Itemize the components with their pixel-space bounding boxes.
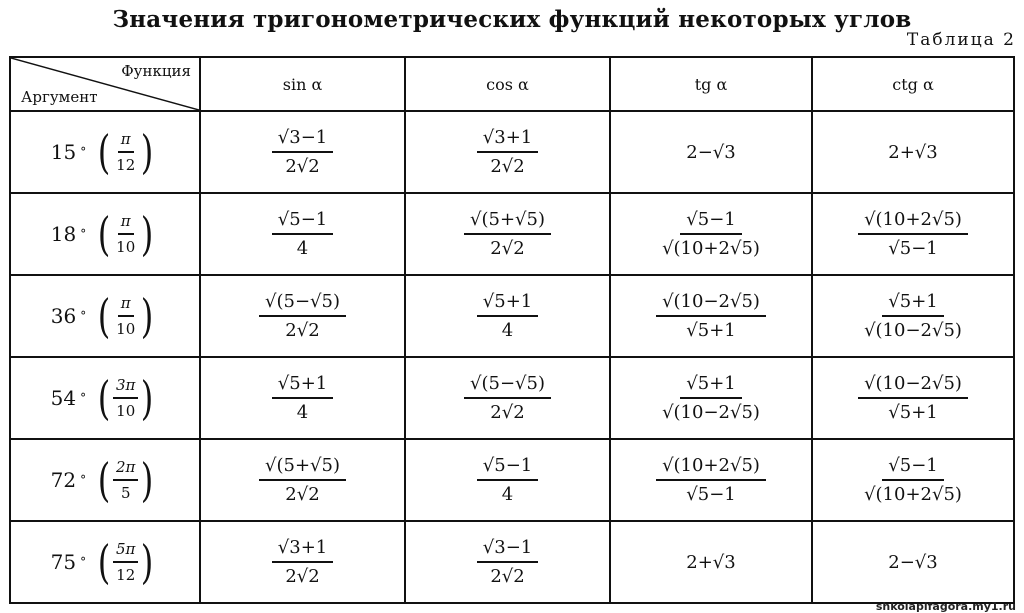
value-expression: 2−√3 (888, 551, 938, 573)
angle-radians: $\frac{\pi}{12}$ (116, 130, 136, 174)
value-fraction: $\frac{√5+1}{4}$ (477, 291, 538, 341)
argument-cell: 75 ° ( $\frac{5\pi}{12}$ ) (10, 521, 200, 603)
value-fraction: $\frac{√3+1}{2√2}$ (477, 127, 538, 177)
col-head-tg: tg α (610, 57, 812, 111)
value-fraction: $\frac{√(10+2√5)}{√5-1}$ (656, 455, 766, 505)
value-fraction: $\frac{√(5+√5)}{2√2}$ (464, 209, 551, 259)
cos-value (405, 439, 610, 521)
cos-value (405, 111, 610, 193)
ctg-value (812, 275, 1014, 357)
tg-value (610, 357, 812, 439)
value-fraction: $\frac{√3-1}{2√2}$ (272, 127, 333, 177)
corner-cell (10, 57, 200, 111)
col-head-cos: cos α (405, 57, 610, 111)
value-fraction: $\frac{√5-1}{√(10+2√5)}$ (864, 455, 962, 505)
value-fraction: $\frac{√5+1}{√(10-2√5)}$ (864, 291, 962, 341)
argument-cell: 54 ° ( $\frac{3\pi}{10}$ ) (10, 357, 200, 439)
value-fraction: $\frac{√(5+√5)}{2√2}$ (259, 455, 346, 505)
value-fraction: $\frac{√(10-2√5)}{√5+1}$ (656, 291, 766, 341)
table-row (10, 357, 1014, 439)
degree-symbol: ° (80, 309, 87, 323)
value-fraction: $\frac{√5-1}{√(10+2√5)}$ (662, 209, 760, 259)
col-head-ctg: ctg α (812, 57, 1014, 111)
value-expression: 2+√3 (686, 551, 736, 573)
angle-radians: $\frac{2\pi}{5}$ (113, 458, 138, 502)
ctg-value (812, 111, 1014, 193)
watermark: shkolapifagora.my1.ru (875, 600, 1016, 613)
angle-degrees: 75 (50, 550, 77, 574)
tg-value (610, 193, 812, 275)
value-fraction: $\frac{√(5-√5)}{2√2}$ (464, 373, 551, 423)
sin-value (200, 111, 405, 193)
table-row (10, 439, 1014, 521)
table-row (10, 193, 1014, 275)
value-fraction: $\frac{√5-1}{4}$ (477, 455, 538, 505)
table-label: Таблица 2 (906, 30, 1016, 50)
angle-degrees: 72 (50, 468, 77, 492)
page-title: Значения тригонометрических функций некоторых углов (112, 6, 912, 33)
tg-value (610, 111, 812, 193)
table-row (10, 275, 1014, 357)
argument-cell: 18 ° ( $\frac{\pi}{10}$ ) (10, 193, 200, 275)
argument-label: Аргумент (21, 88, 98, 106)
sin-value (200, 275, 405, 357)
value-fraction: $\frac{√3-1}{2√2}$ (477, 537, 538, 587)
table-row (10, 521, 1014, 603)
angle-degrees: 15 (50, 140, 77, 164)
degree-symbol: ° (80, 555, 87, 569)
sin-value (200, 357, 405, 439)
ctg-value (812, 193, 1014, 275)
value-fraction: $\frac{√(10+2√5)}{√5-1}$ (858, 209, 968, 259)
header-row (10, 57, 1014, 111)
value-expression: 2−√3 (686, 141, 736, 163)
function-label: Функция (121, 62, 191, 80)
tg-value (610, 275, 812, 357)
sin-value (200, 193, 405, 275)
degree-symbol: ° (80, 145, 87, 159)
tg-value (610, 439, 812, 521)
ctg-value (812, 439, 1014, 521)
sin-value (200, 521, 405, 603)
ctg-value (812, 521, 1014, 603)
value-expression: 2+√3 (888, 141, 938, 163)
angle-degrees: 18 (50, 222, 77, 246)
value-fraction: $\frac{√5+1}{√(10-2√5)}$ (662, 373, 760, 423)
value-fraction: $\frac{√(10-2√5)}{√5+1}$ (858, 373, 968, 423)
angle-radians: $\frac{5\pi}{12}$ (113, 540, 138, 584)
argument-cell: 36 ° ( $\frac{\pi}{10}$ ) (10, 275, 200, 357)
tg-value (610, 521, 812, 603)
degree-symbol: ° (80, 473, 87, 487)
table-row (10, 111, 1014, 193)
col-head-sin: sin α (200, 57, 405, 111)
argument-cell: 15 ° ( $\frac{\pi}{12}$ ) (10, 111, 200, 193)
angle-radians: $\frac{\pi}{10}$ (116, 294, 136, 338)
trig-values-table (9, 56, 1015, 604)
angle-radians: $\frac{\pi}{10}$ (116, 212, 136, 256)
ctg-value (812, 357, 1014, 439)
degree-symbol: ° (80, 227, 87, 241)
sin-value (200, 439, 405, 521)
cos-value (405, 357, 610, 439)
argument-cell: 72 ° ( $\frac{2\pi}{5}$ ) (10, 439, 200, 521)
value-fraction: $\frac{√3+1}{2√2}$ (272, 537, 333, 587)
angle-degrees: 36 (50, 304, 77, 328)
cos-value (405, 521, 610, 603)
angle-radians: $\frac{3\pi}{10}$ (113, 376, 138, 420)
cos-value (405, 193, 610, 275)
value-fraction: $\frac{√5+1}{4}$ (272, 373, 333, 423)
degree-symbol: ° (80, 391, 87, 405)
value-fraction: $\frac{√5-1}{4}$ (272, 209, 333, 259)
cos-value (405, 275, 610, 357)
value-fraction: $\frac{√(5-√5)}{2√2}$ (259, 291, 346, 341)
angle-degrees: 54 (50, 386, 77, 410)
